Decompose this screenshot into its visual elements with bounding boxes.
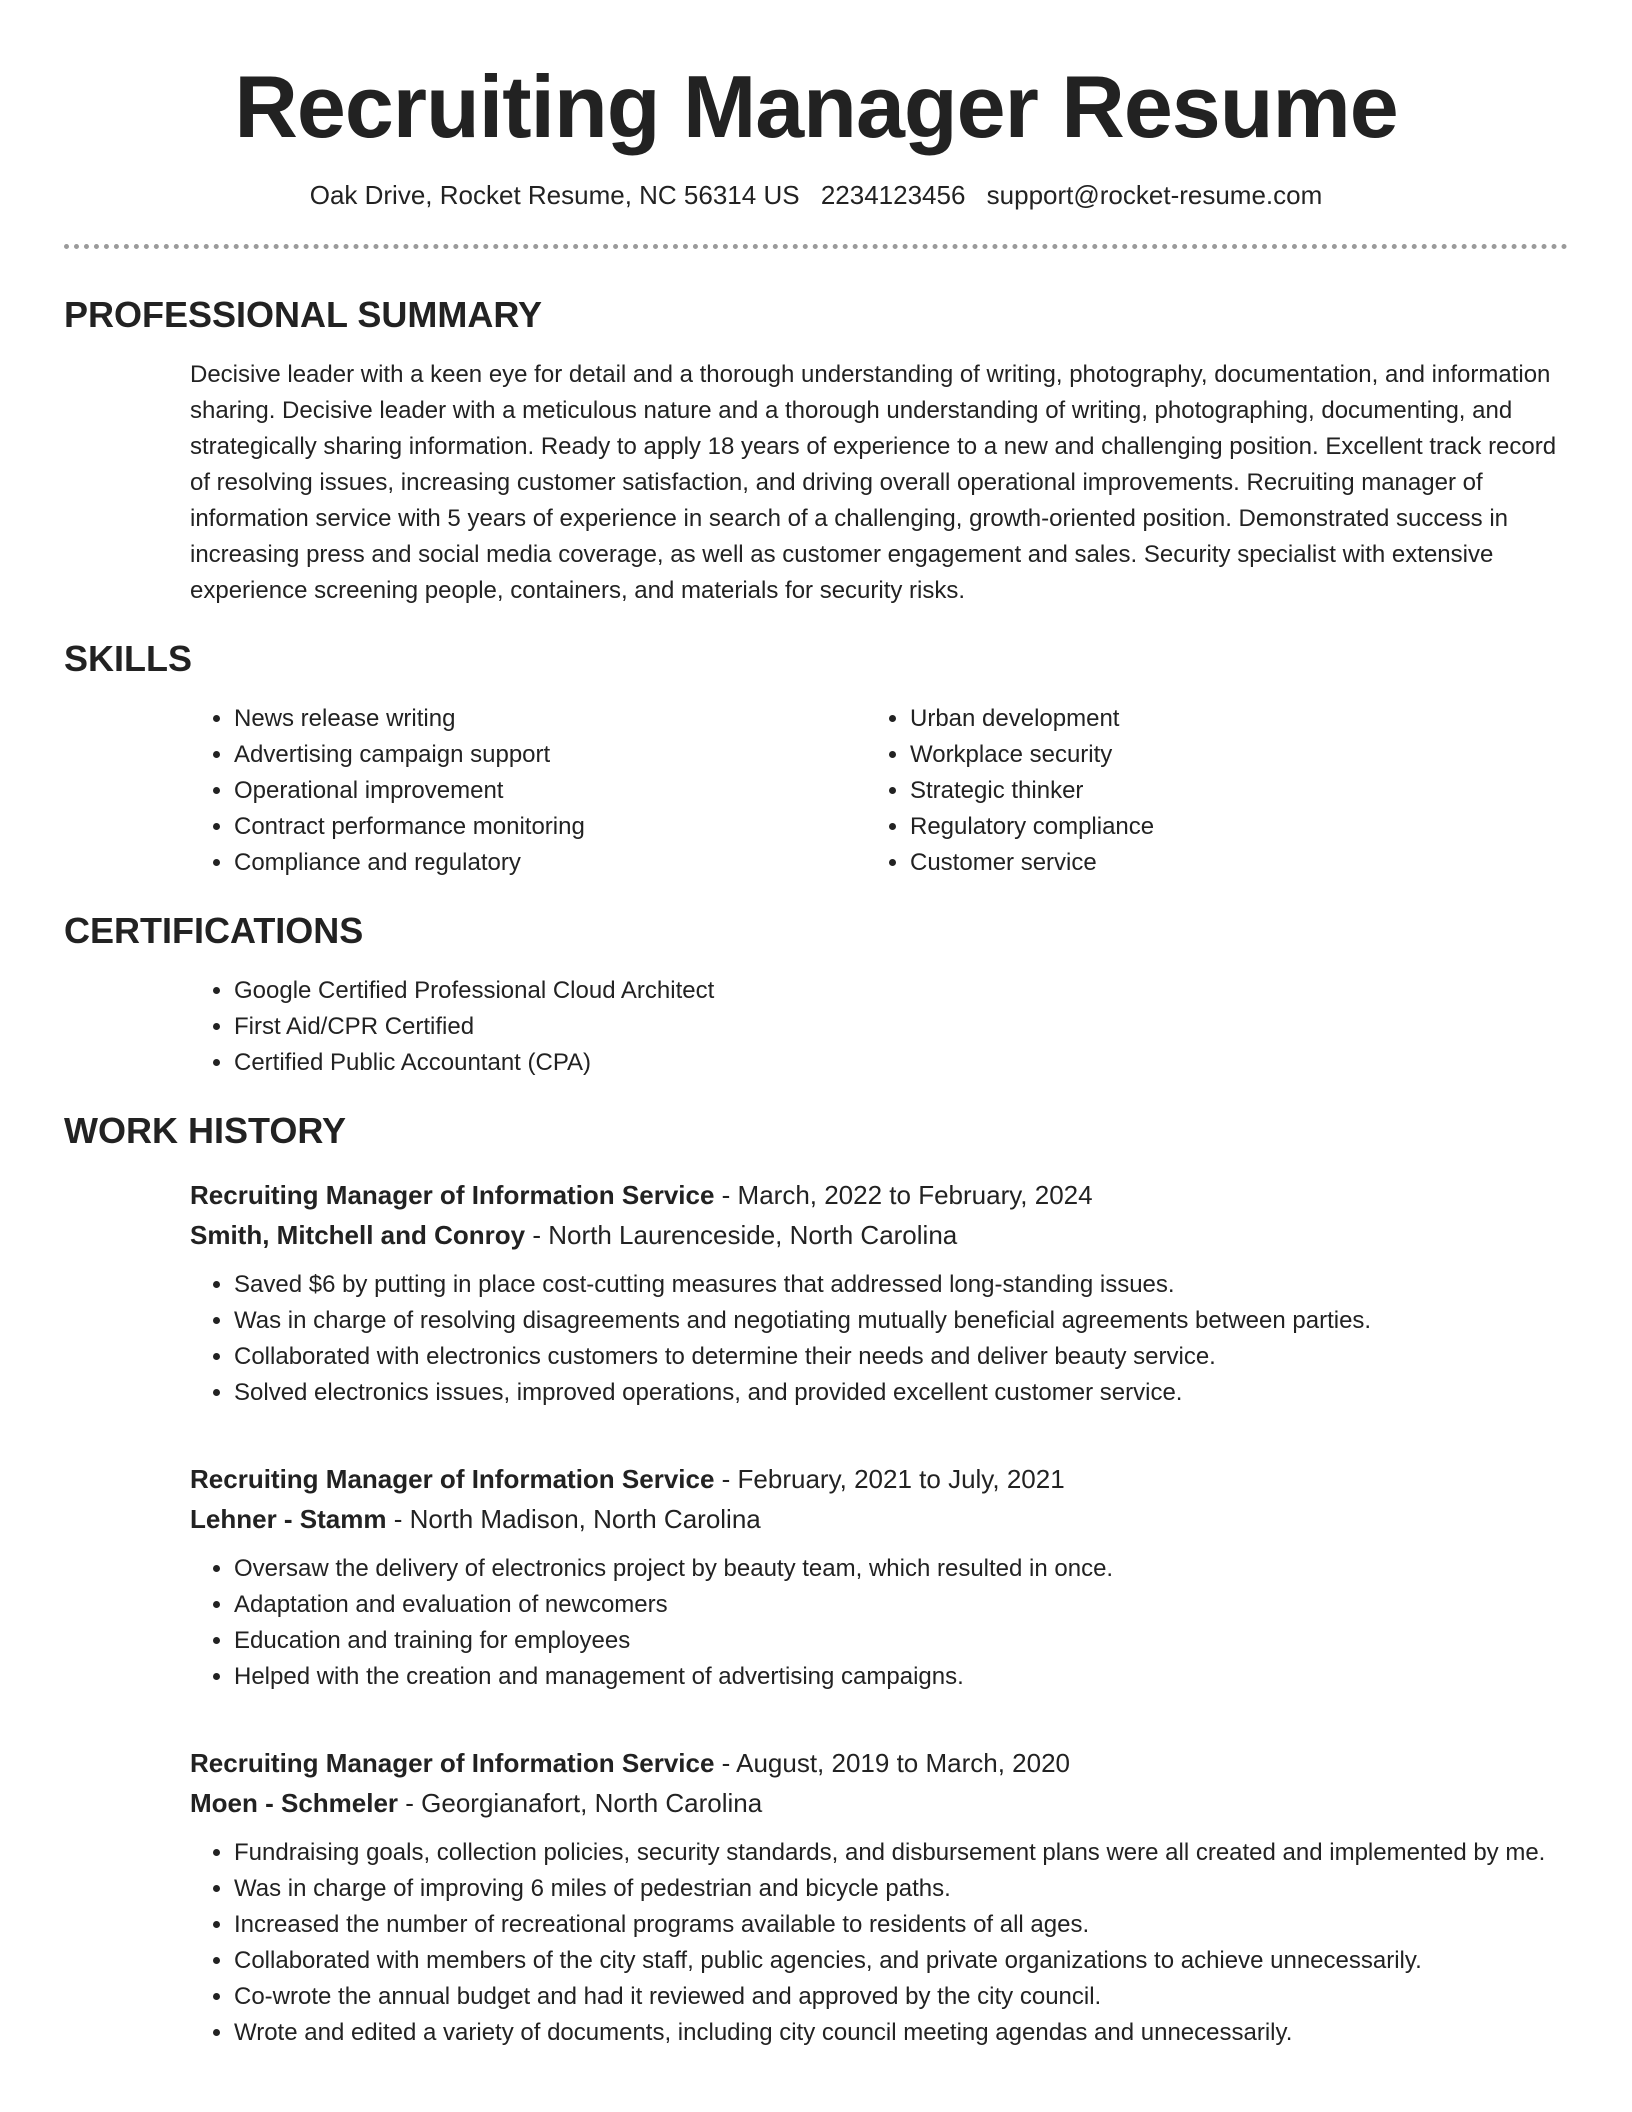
job-bullet: • Collaborated with members of the city staff, public agencies, and private organizations to achieve unnecessarily. [234,1943,1568,1979]
job-location: - Georgianafort, North Carolina [398,1788,763,1818]
skill-item: • Contract performance monitoring [234,809,866,845]
job-bullet: • Helped with the creation and management of advertising campaigns. [234,1659,1568,1695]
skill-item: • Urban development [910,701,1542,737]
job-company: Lehner - Stamm [190,1504,387,1534]
certification-item: • First Aid/CPR Certified [234,1009,1568,1045]
skills-section [64,637,1568,881]
job-title: Recruiting Manager of Information Service [190,1180,715,1210]
skill-item: • Workplace security [910,737,1542,773]
job-title-line [190,1175,1568,1215]
job-bullet: • Collaborated with electronics customers to determine their needs and deliver beauty service. [234,1339,1568,1375]
job-bullet: • Oversaw the delivery of electronics project by beauty team, which resulted in once. [234,1551,1568,1587]
job-company-line [190,1783,1568,1823]
certifications-heading: CERTIFICATIONS [64,910,364,951]
header-divider [64,244,1568,249]
job-entry [190,1459,1568,1695]
job-bullet: • Solved electronics issues, improved operations, and provided excellent customer service. [234,1375,1568,1411]
certifications-list [190,973,1568,1081]
skill-item: • Compliance and regulatory [234,845,866,881]
summary-section [64,293,1568,609]
summary-text: Decisive leader with a keen eye for detail and a thorough understanding of writing, photography, documentation, and information sharing. Decisive leader with a meticulous nature and a thorough understanding of writing, photographing, documenting, and strategically sharing information. Ready to apply 18 years of experience to a new and challenging position. Excellent track record of resolving issues, increasing customer satisfaction, and driving overall operational improvements. Recruiting manager of information service with 5 years of experience in search of a challenging, growth-oriented position. Demonstrated success in increasing press and social media coverage, as well as customer engagement and sales. Security specialist with extensive experience screening people, containers, and materials for security risks. [190,361,1557,604]
skill-item: • Advertising campaign support [234,737,866,773]
work-history-heading: WORK HISTORY [64,1110,347,1151]
job-dates: - March, 2022 to February, 2024 [714,1180,1093,1210]
skills-column-left [190,701,866,881]
job-title-line [190,1743,1568,1783]
job-bullets [190,1551,1568,1695]
job-bullet: • Fundraising goals, collection policies, security standards, and disbursement plans were all created and implemented by me. [234,1835,1568,1871]
job-entry [190,1175,1568,1411]
job-title: Recruiting Manager of Information Service [190,1464,715,1494]
job-bullet: • Was in charge of resolving disagreements and negotiating mutually beneficial agreements between parties. [234,1303,1568,1339]
skill-item: • News release writing [234,701,866,737]
job-bullet: • Was in charge of improving 6 miles of pedestrian and bicycle paths. [234,1871,1568,1907]
job-bullet: • Increased the number of recreational programs available to residents of all ages. [234,1907,1568,1943]
job-entry [190,1743,1568,2051]
job-location: - North Laurenceside, North Carolina [525,1220,958,1250]
contact-email: support@rocket-resume.com [986,180,1323,210]
job-company: Moen - Schmeler [190,1788,399,1818]
job-dates: - February, 2021 to July, 2021 [714,1464,1065,1494]
job-dates: - August, 2019 to March, 2020 [714,1748,1070,1778]
job-bullet: • Education and training for employees [234,1623,1568,1659]
skills-list [190,701,1568,881]
job-company-line [190,1215,1568,1255]
contact-phone: 2234123456 [820,180,966,210]
job-bullets [190,1267,1568,1411]
job-title: Recruiting Manager of Information Service [190,1748,715,1778]
job-bullet: • Wrote and edited a variety of documents, including city council meeting agendas and unnecessarily. [234,2015,1568,2051]
skill-item: • Regulatory compliance [910,809,1542,845]
job-bullets [190,1835,1568,2051]
skill-item: • Strategic thinker [910,773,1542,809]
skill-item: • Customer service [910,845,1542,881]
contact-address: Oak Drive, Rocket Resume, NC 56314 US [309,180,800,210]
job-bullet: • Saved $6 by putting in place cost-cutting measures that addressed long-standing issues. [234,1267,1568,1303]
certification-item: • Certified Public Accountant (CPA) [234,1045,1568,1081]
job-bullet: • Adaptation and evaluation of newcomers [234,1587,1568,1623]
certifications-section [64,909,1568,1081]
job-company-line [190,1499,1568,1539]
contact-line [64,178,1568,212]
job-company: Smith, Mitchell and Conroy [190,1220,526,1250]
job-title-line [190,1459,1568,1499]
skill-item: • Operational improvement [234,773,866,809]
resume-title: Recruiting Manager Resume [234,57,1398,156]
work-history-section [64,1109,1568,2051]
summary-heading: PROFESSIONAL SUMMARY [64,294,543,335]
skills-heading: SKILLS [64,638,193,679]
job-bullet: • Co-wrote the annual budget and had it reviewed and approved by the city council. [234,1979,1568,2015]
job-location: - North Madison, North Carolina [386,1504,761,1534]
certification-item: • Google Certified Professional Cloud Architect [234,973,1568,1009]
skills-column-right [866,701,1542,881]
